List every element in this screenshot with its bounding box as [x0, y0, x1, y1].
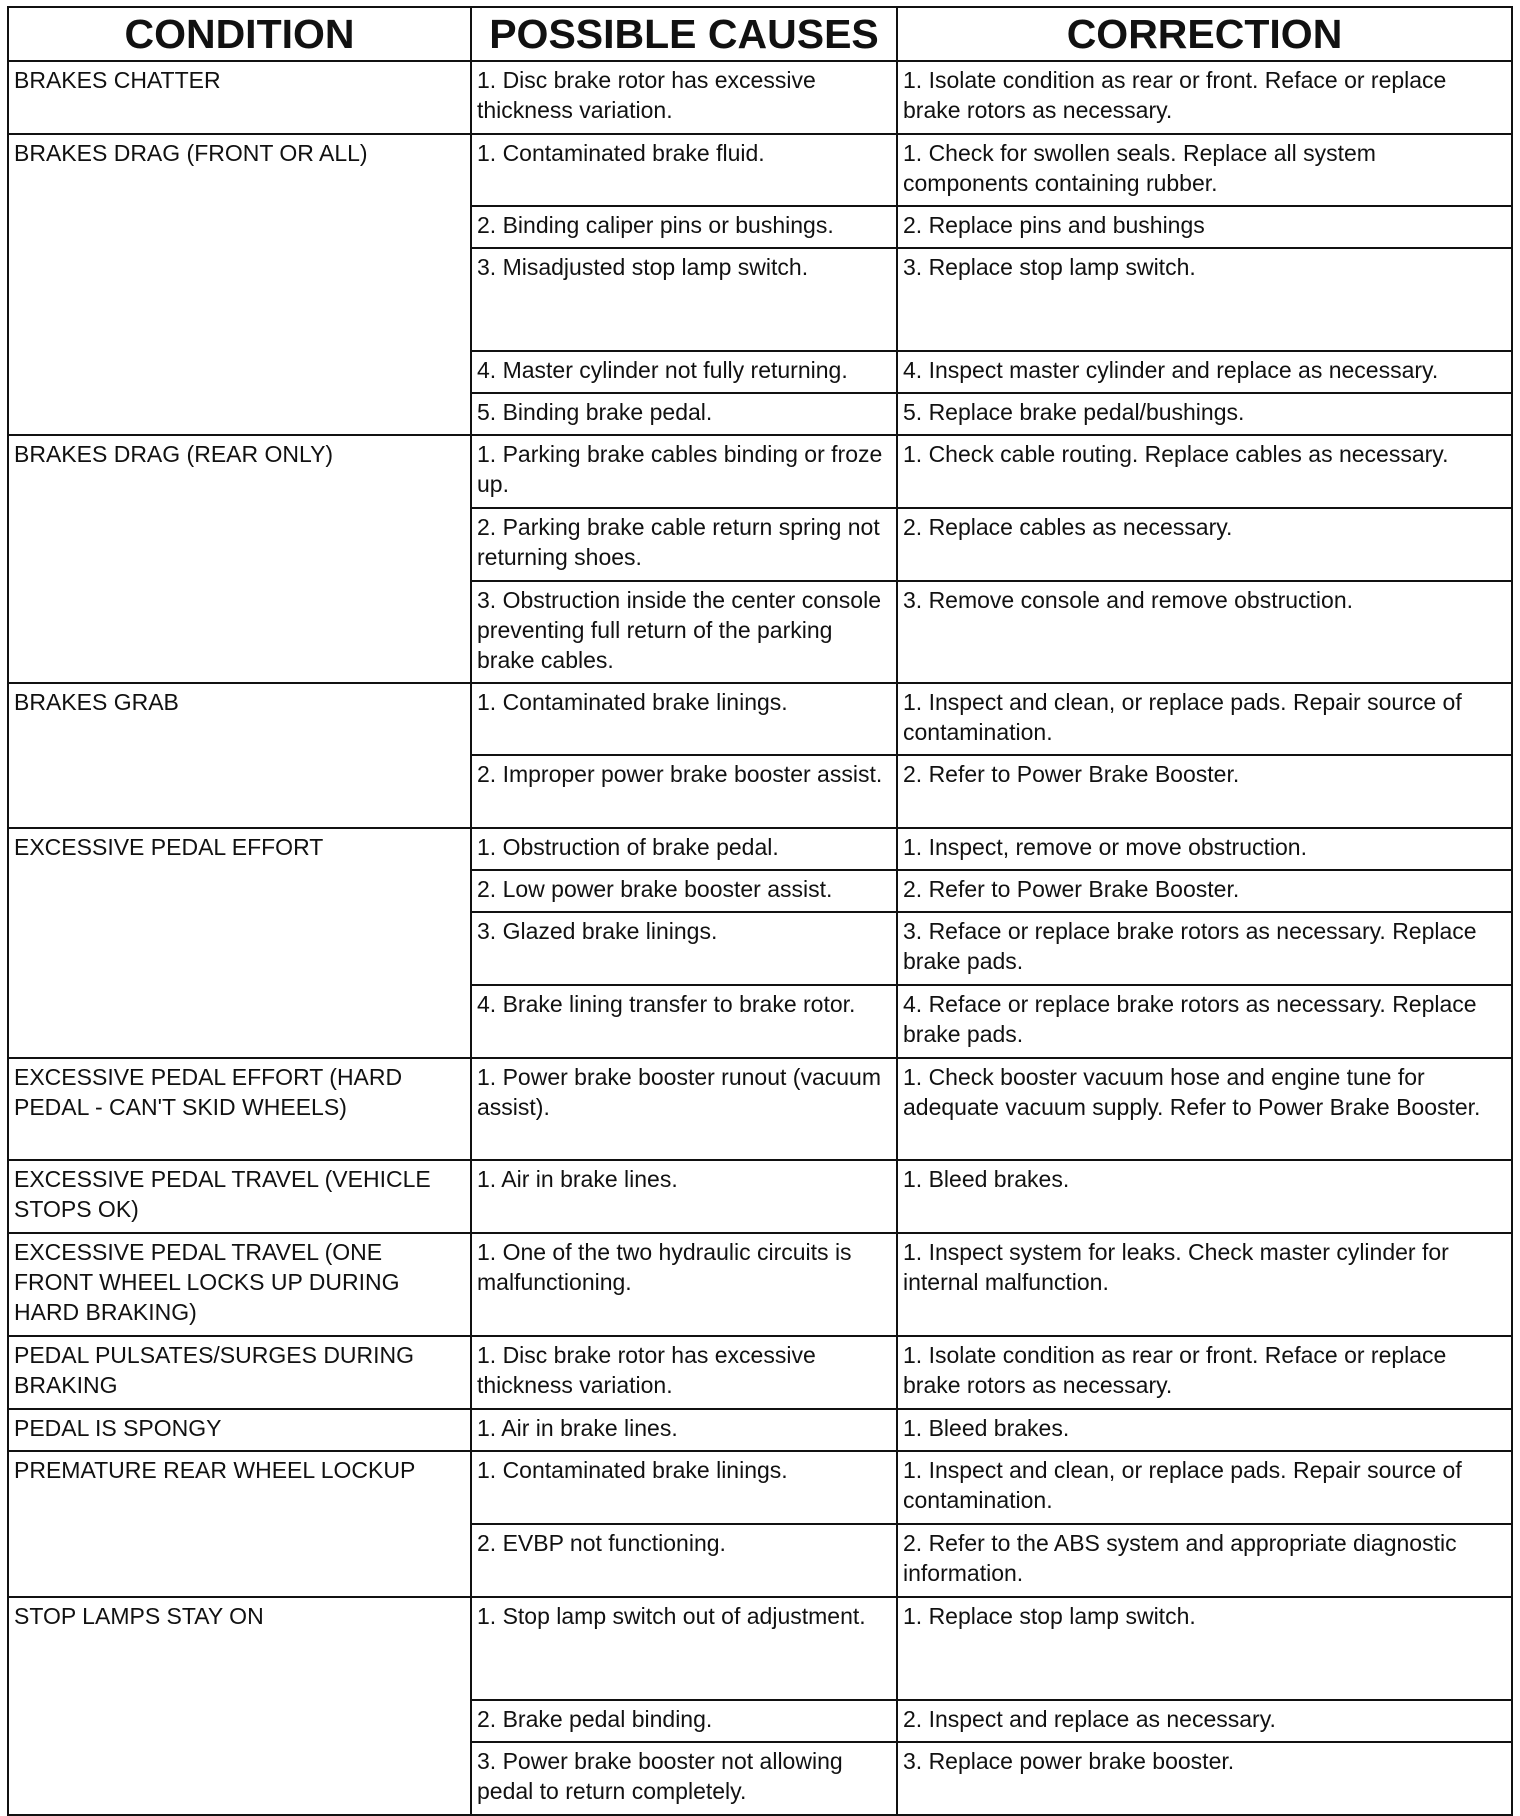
table-row — [8, 828, 1512, 870]
correction-cell: 2. Refer to the ABS system and appropriate diagnostic information. — [897, 1524, 1512, 1597]
cause-cell: 1. Air in brake lines. — [471, 1409, 897, 1451]
cause-cell: 2. Brake pedal binding. — [471, 1700, 897, 1742]
cause-cell: 1. Air in brake lines. — [471, 1160, 897, 1233]
table-row — [8, 1597, 1512, 1700]
table-row — [8, 1451, 1512, 1524]
correction-cell: 1. Inspect, remove or move obstruction. — [897, 828, 1512, 870]
correction-cell: 3. Remove console and remove obstruction. — [897, 581, 1512, 683]
cause-cell: 4. Brake lining transfer to brake rotor. — [471, 985, 897, 1058]
condition-cell: PEDAL IS SPONGY — [8, 1409, 471, 1451]
table-row — [8, 683, 1512, 755]
condition-cell: PEDAL PULSATES/SURGES DURING BRAKING — [8, 1336, 471, 1409]
header-row — [8, 7, 1512, 61]
cause-cell: 3. Glazed brake linings. — [471, 912, 897, 985]
correction-cell: 1. Check booster vacuum hose and engine tune for adequate vacuum supply. Refer to Power Brake Booster. — [897, 1058, 1512, 1160]
cause-cell: 3. Misadjusted stop lamp switch. — [471, 248, 897, 351]
cause-cell: 1. Disc brake rotor has excessive thickness variation. — [471, 1336, 897, 1409]
condition-cell: BRAKES GRAB — [8, 683, 471, 828]
table-row — [8, 1409, 1512, 1451]
correction-cell: 2. Replace pins and bushings — [897, 206, 1512, 248]
condition-cell: STOP LAMPS STAY ON — [8, 1597, 471, 1815]
correction-cell: 2. Replace cables as necessary. — [897, 508, 1512, 581]
cause-cell: 5. Binding brake pedal. — [471, 393, 897, 435]
correction-cell: 1. Check cable routing. Replace cables as necessary. — [897, 435, 1512, 508]
header-possible-causes: POSSIBLE CAUSES — [471, 7, 897, 61]
table-row — [8, 1160, 1512, 1233]
correction-cell: 4. Reface or replace brake rotors as necessary. Replace brake pads. — [897, 985, 1512, 1058]
condition-cell: PREMATURE REAR WHEEL LOCKUP — [8, 1451, 471, 1597]
table-row — [8, 1058, 1512, 1160]
table-row — [8, 134, 1512, 206]
correction-cell: 1. Check for swollen seals. Replace all system components containing rubber. — [897, 134, 1512, 206]
cause-cell: 2. Parking brake cable return spring not returning shoes. — [471, 508, 897, 581]
cause-cell: 1. Contaminated brake fluid. — [471, 134, 897, 206]
condition-cell: EXCESSIVE PEDAL EFFORT — [8, 828, 471, 1058]
cause-cell: 1. Contaminated brake linings. — [471, 683, 897, 755]
correction-cell: 2. Inspect and replace as necessary. — [897, 1700, 1512, 1742]
cause-cell: 1. Stop lamp switch out of adjustment. — [471, 1597, 897, 1700]
correction-cell: 1. Inspect and clean, or replace pads. Repair source of contamination. — [897, 683, 1512, 755]
condition-cell: BRAKES CHATTER — [8, 61, 471, 134]
correction-cell: 1. Bleed brakes. — [897, 1409, 1512, 1451]
table-row — [8, 1233, 1512, 1336]
correction-cell: 1. Bleed brakes. — [897, 1160, 1512, 1233]
header-correction: CORRECTION — [897, 7, 1512, 61]
condition-cell: BRAKES DRAG (REAR ONLY) — [8, 435, 471, 683]
condition-cell: EXCESSIVE PEDAL TRAVEL (VEHICLE STOPS OK) — [8, 1160, 471, 1233]
cause-cell: 1. Power brake booster runout (vacuum assist). — [471, 1058, 897, 1160]
brake-diagnosis-table — [7, 6, 1513, 1816]
table-row — [8, 1336, 1512, 1409]
cause-cell: 1. Obstruction of brake pedal. — [471, 828, 897, 870]
condition-cell: EXCESSIVE PEDAL TRAVEL (ONE FRONT WHEEL LOCKS UP DURING HARD BRAKING) — [8, 1233, 471, 1336]
cause-cell: 2. EVBP not functioning. — [471, 1524, 897, 1597]
correction-cell: 1. Replace stop lamp switch. — [897, 1597, 1512, 1700]
correction-cell: 5. Replace brake pedal/bushings. — [897, 393, 1512, 435]
correction-cell: 3. Reface or replace brake rotors as necessary. Replace brake pads. — [897, 912, 1512, 985]
cause-cell: 3. Power brake booster not allowing pedal to return completely. — [471, 1742, 897, 1815]
correction-cell: 2. Refer to Power Brake Booster. — [897, 755, 1512, 828]
correction-cell: 1. Isolate condition as rear or front. Reface or replace brake rotors as necessary. — [897, 1336, 1512, 1409]
cause-cell: 1. Contaminated brake linings. — [471, 1451, 897, 1524]
correction-cell: 3. Replace power brake booster. — [897, 1742, 1512, 1815]
correction-cell: 1. Inspect and clean, or replace pads. Repair source of contamination. — [897, 1451, 1512, 1524]
condition-cell: BRAKES DRAG (FRONT OR ALL) — [8, 134, 471, 435]
table-body — [8, 61, 1512, 1815]
correction-cell: 1. Inspect system for leaks. Check master cylinder for internal malfunction. — [897, 1233, 1512, 1336]
correction-cell: 1. Isolate condition as rear or front. Reface or replace brake rotors as necessary. — [897, 61, 1512, 134]
cause-cell: 1. Parking brake cables binding or froze up. — [471, 435, 897, 508]
condition-cell: EXCESSIVE PEDAL EFFORT (HARD PEDAL - CAN'T SKID WHEELS) — [8, 1058, 471, 1160]
cause-cell: 1. One of the two hydraulic circuits is malfunctioning. — [471, 1233, 897, 1336]
cause-cell: 1. Disc brake rotor has excessive thickness variation. — [471, 61, 897, 134]
cause-cell: 2. Improper power brake booster assist. — [471, 755, 897, 828]
header-condition: CONDITION — [8, 7, 471, 61]
correction-cell: 3. Replace stop lamp switch. — [897, 248, 1512, 351]
correction-cell: 2. Refer to Power Brake Booster. — [897, 870, 1512, 912]
cause-cell: 4. Master cylinder not fully returning. — [471, 351, 897, 393]
cause-cell: 2. Low power brake booster assist. — [471, 870, 897, 912]
table-row — [8, 61, 1512, 134]
cause-cell: 3. Obstruction inside the center console preventing full return of the parking brake cables. — [471, 581, 897, 683]
table-row — [8, 435, 1512, 508]
correction-cell: 4. Inspect master cylinder and replace as necessary. — [897, 351, 1512, 393]
cause-cell: 2. Binding caliper pins or bushings. — [471, 206, 897, 248]
